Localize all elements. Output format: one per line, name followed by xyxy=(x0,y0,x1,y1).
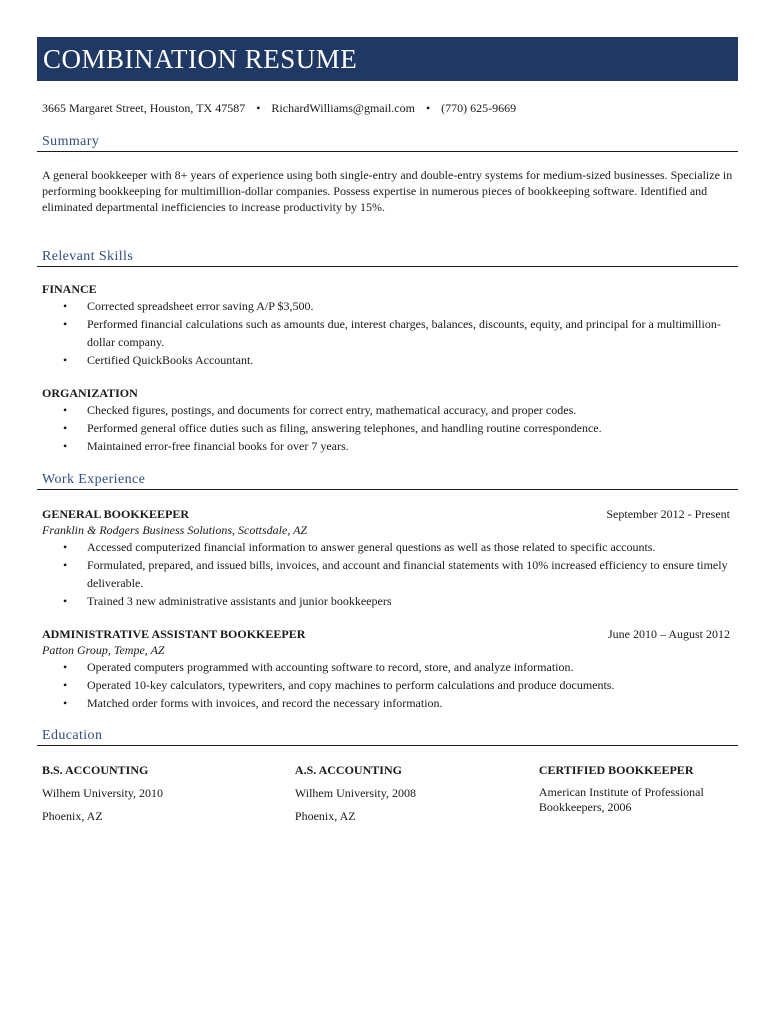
contact-line xyxy=(37,100,738,116)
bullet-icon: • xyxy=(63,678,68,692)
list-item xyxy=(37,297,738,315)
list-item-text: Corrected spreadsheet error saving A/P $3,500. xyxy=(87,299,314,313)
education-location: Phoenix, AZ xyxy=(42,809,103,823)
section-title-summary: Summary xyxy=(37,134,738,152)
education-degree: A.S. ACCOUNTING xyxy=(294,763,402,777)
bullet-icon: • xyxy=(63,696,68,710)
education-degree: CERTIFIED BOOKKEEPER xyxy=(538,763,694,777)
summary-text: A general bookkeeper with 8+ years of experience using both single-entry and double-entry systems for medium-sized businesses. Specialize in performing bookkeeping for multimillion-dollar companies. Possess expertise in numerous pieces of bookkeeping software. Identified and eliminated departmental inefficiencies to increase productivity by 15%. xyxy=(42,168,733,214)
job-company: Franklin & Rodgers Business Solutions, Scottsdale, AZ xyxy=(42,523,308,537)
list-item-text: Maintained error-free financial books for over 7 years. xyxy=(87,439,349,453)
education-location: Phoenix, AZ xyxy=(294,809,356,823)
job-duties xyxy=(37,538,738,610)
education-entry xyxy=(290,762,534,824)
skill-list-organization xyxy=(37,401,738,455)
list-item xyxy=(37,556,738,592)
bullet-icon: • xyxy=(63,660,68,674)
bullet-icon: • xyxy=(63,421,68,435)
bullet-icon: • xyxy=(63,353,68,367)
list-item xyxy=(37,592,738,610)
job-dates: June 2010 – August 2012 xyxy=(607,627,730,641)
list-item xyxy=(37,315,738,351)
list-item xyxy=(37,437,738,455)
list-item xyxy=(37,676,738,694)
skill-group-heading: FINANCE xyxy=(42,282,97,296)
education-entry xyxy=(37,762,290,824)
list-item xyxy=(37,538,738,556)
education-grid xyxy=(37,762,738,824)
contact-separator: • xyxy=(425,101,431,115)
job-dates: September 2012 - Present xyxy=(606,507,730,521)
list-item-text: Operated computers programmed with accounting software to record, store, and analyze information. xyxy=(87,660,574,674)
header-bar xyxy=(37,37,738,81)
list-item-text: Trained 3 new administrative assistants and junior bookkeepers xyxy=(87,594,392,608)
list-item-text: Formulated, prepared, and issued bills, invoices, and account and financial statements with 10% increased efficiency to ensure timely deliverable. xyxy=(87,558,728,590)
job-header xyxy=(37,506,738,522)
list-item xyxy=(37,419,738,437)
contact-address: 3665 Margaret Street, Houston, TX 47587 xyxy=(42,101,246,115)
list-item-text: Operated 10-key calculators, typewriters, and copy machines to perform calculations and produce documents. xyxy=(87,678,615,692)
list-item xyxy=(37,351,738,369)
resume-page xyxy=(37,37,738,824)
education-degree: B.S. ACCOUNTING xyxy=(42,763,149,777)
section-title-education: Education xyxy=(37,728,738,746)
bullet-icon: • xyxy=(63,558,68,572)
skill-list-finance xyxy=(37,297,738,369)
education-school: Wilhem University, 2008 xyxy=(294,786,416,800)
list-item xyxy=(37,401,738,419)
job-company: Patton Group, Tempe, AZ xyxy=(42,643,165,657)
list-item-text: Performed general office duties such as filing, answering telephones, and handling routine correspondence. xyxy=(87,421,602,435)
section-title-work: Work Experience xyxy=(37,472,738,490)
bullet-icon: • xyxy=(63,439,68,453)
list-item-text: Performed financial calculations such as amounts due, interest charges, balances, discounts, equity, and principal for a multimillion-dollar company. xyxy=(87,317,721,349)
skill-group-heading: ORGANIZATION xyxy=(42,386,138,400)
list-item-text: Certified QuickBooks Accountant. xyxy=(87,353,254,367)
contact-phone: (770) 625-9669 xyxy=(441,101,517,115)
bullet-icon: • xyxy=(63,594,68,608)
bullet-icon: • xyxy=(63,540,68,554)
education-entry xyxy=(534,762,738,824)
bullet-icon: • xyxy=(63,403,68,417)
job-duties xyxy=(37,658,738,712)
education-school: Wilhem University, 2010 xyxy=(42,786,164,800)
contact-separator: • xyxy=(256,101,261,115)
list-item-text: Checked figures, postings, and documents for correct entry, mathematical accuracy, and proper codes. xyxy=(87,403,577,417)
page-title: COMBINATION RESUME xyxy=(43,44,358,74)
job-header xyxy=(37,626,738,642)
list-item-text: Accessed computerized financial information to answer general questions as well as those related to specific accounts. xyxy=(87,540,656,554)
list-item xyxy=(37,658,738,676)
contact-email: RichardWilliams@gmail.com xyxy=(271,101,415,115)
education-school: American Institute of Professional Bookkeepers, 2006 xyxy=(538,785,704,814)
section-title-skills: Relevant Skills xyxy=(37,249,738,267)
list-item-text: Matched order forms with invoices, and record the necessary information. xyxy=(87,696,443,710)
list-item xyxy=(37,694,738,712)
job-title: ADMINISTRATIVE ASSISTANT BOOKKEEPER xyxy=(42,627,306,641)
bullet-icon: • xyxy=(63,299,68,313)
bullet-icon: • xyxy=(63,317,68,331)
job-title: GENERAL BOOKKEEPER xyxy=(42,507,190,521)
